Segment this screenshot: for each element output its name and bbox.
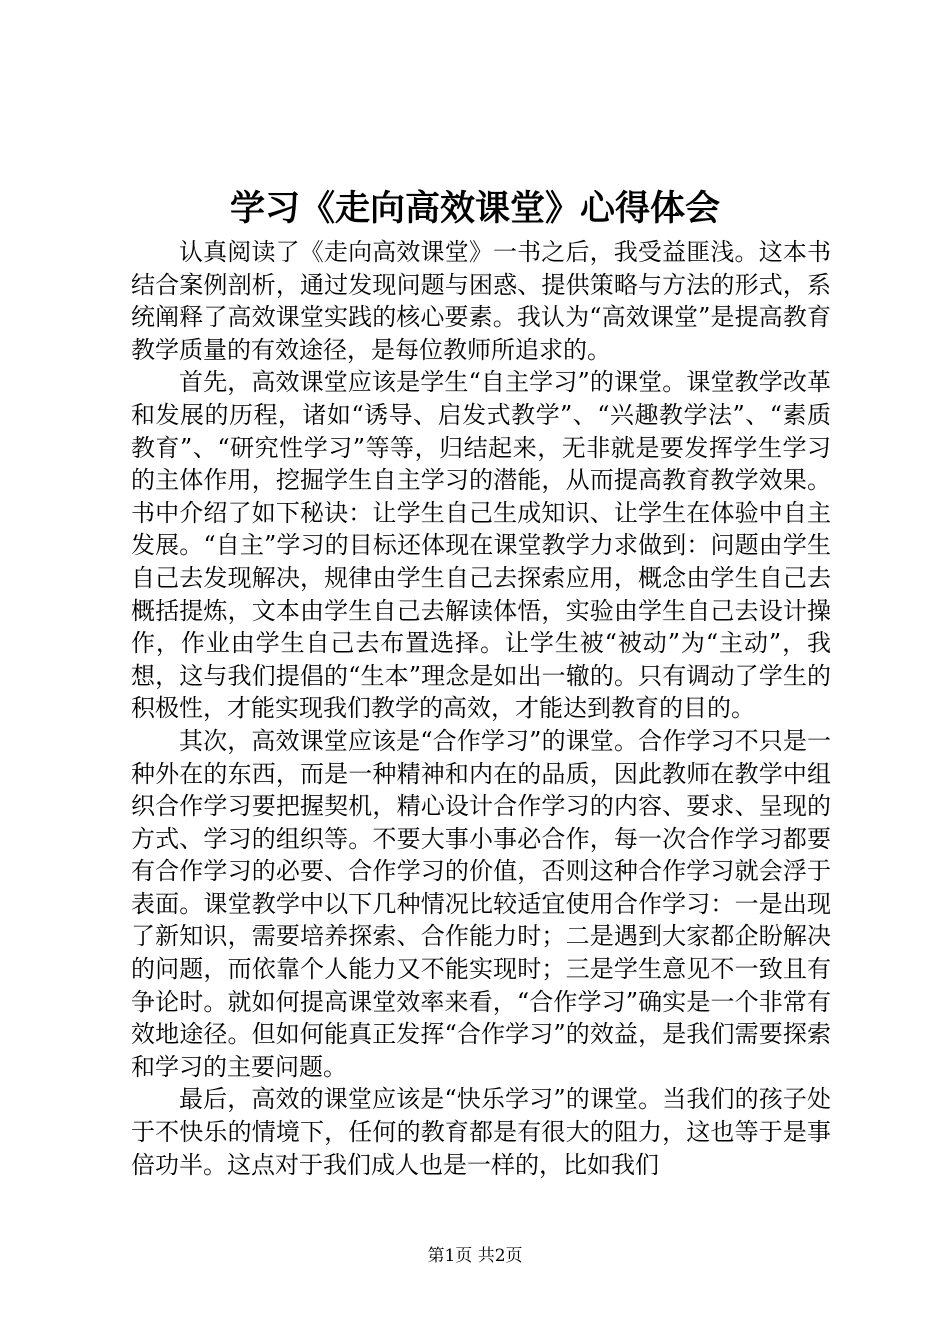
document-title: 学习《走向高效课堂》心得体会 [229,188,720,229]
document-body [131,236,831,1181]
paragraph-2: 首先，高效课堂应该是学生“自主学习”的课堂。课堂教学改革和发展的历程，诸如“诱导、启发式教学”、“兴趣教学法”、“素质教育”、“研究性学习”等等，归结起来，无非就是要发挥学生学习的主体作用，挖掘学生自主学习的潜能，从而提高教育教学效果。书中介绍了如下秘诀：让学生自己生成知识、让学生在体验中自主发展。“自主”学习的目标还体现在课堂教学力求做到：问题由学生自己去发现解决，规律由学生自己去探索应用，概念由学生自己去概括提炼，文本由学生自己去解读体悟，实验由学生自己去设计操作，作业由学生自己去布置选择。让学生被“被动”为“主动”，我想，这与我们提倡的“生本”理念是如出一辙的。只有调动了学生的积极性，才能实现我们教学的高效，才能达到教育的目的。 [131,368,831,723]
paragraph-3: 其次，高效课堂应该是“合作学习”的课堂。合作学习不只是一种外在的东西，而是一种精神和内在的品质，因此教师在教学中组织合作学习要把握契机，精心设计合作学习的内容、要求、呈现的方式、学习的组织等。不要大事小事必合作，每一次合作学习都要有合作学习的必要、合作学习的价值，否则这种合作学习就会浮于表面。课堂教学中以下几种情况比较适宜使用合作学习：一是出现了新知识，需要培养探索、合作能力时；二是遇到大家都企盼解决的问题，而依靠个人能力又不能实现时；三是学生意见不一致且有争论时。就如何提高课堂效率来看，“合作学习”确实是一个非常有效地途径。但如何能真正发挥“合作学习”的效益，是我们需要探索和学习的主要问题。 [131,726,831,1081]
paragraph-4: 最后，高效的课堂应该是“快乐学习”的课堂。当我们的孩子处于不快乐的情境下，任何的教育都是有很大的阻力，这也等于是事倍功半。这点对于我们成人也是一样的，比如我们 [131,1085,831,1179]
paragraph-1: 认真阅读了《走向高效课堂》一书之后，我受益匪浅。这本书结合案例剖析，通过发现问题与困惑、提供策略与方法的形式，系统阐释了高效课堂实践的核心要素。我认为“高效课堂”是提高教育教学质量的有效途径，是每位教师所追求的。 [131,238,831,364]
page-number-footer: 第1页 共2页 [427,1246,523,1266]
